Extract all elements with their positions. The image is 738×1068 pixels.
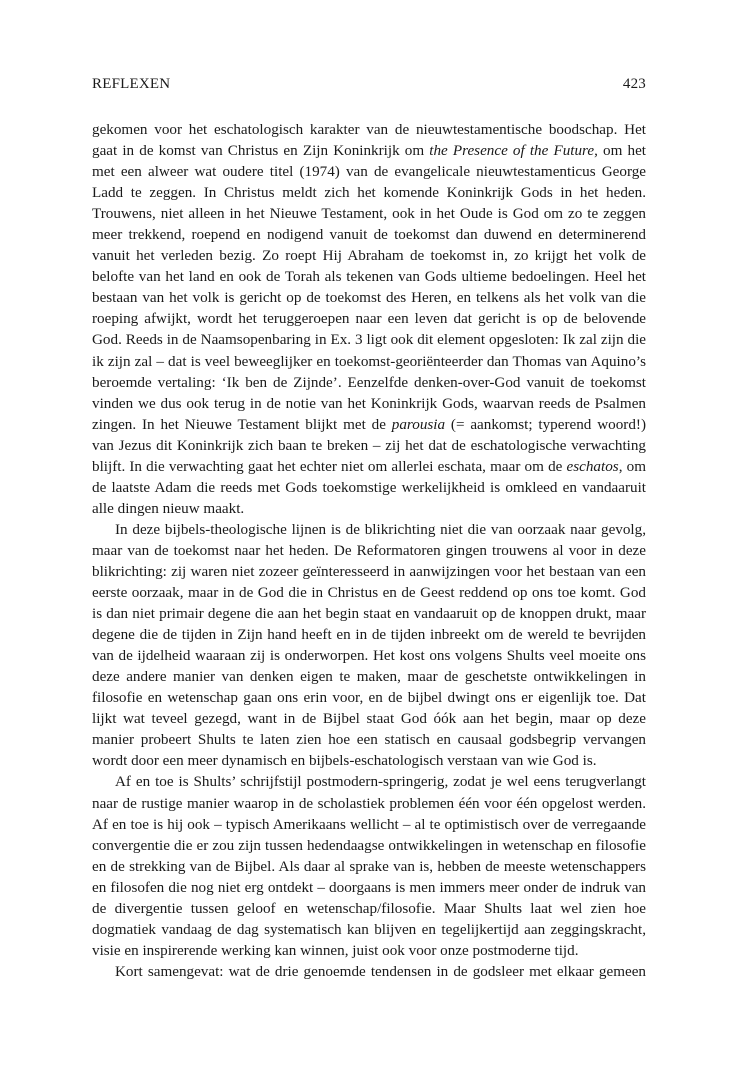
paragraph-3 — [92, 771, 646, 960]
italic-book-title: the Presence of the Future — [429, 142, 595, 160]
running-header — [92, 76, 646, 98]
body-text — [92, 119, 646, 982]
text-run: In deze bijbels-theologische lijnen is de blikrichting niet die van oorzaak naar gevolg, maar van de toekomst naar het heden. De Reformatoren gingen trouwens al voor in deze blikrichting: zij waren niet zozeer geïnteresseerd in aanwijzingen voor het bestaan van een eerste oorzaak, maar in de God die in Christus en de Geest reddend op ons toe komt. God is dan niet primair degene die aan het begin staat en vandaaruit op de knoppen drukt, maar degene die de tijden in Zijn hand heeft en in de tijden inbreekt om de wereld te bevrijden van de ijdelheid waaraan zij is onderworpen. Het kost ons volgens Shults veel moeite ons deze andere manier van denken eigen te maken, maar de geschetste ontwikkelingen in filosofie en wetenschap gaan ons erin voor, en de bijbel dwingt ons er eigenlijk toe. Dat lijkt wat teveel gezegd, want in de Bijbel staat God óók aan het begin, maar op deze manier probeert Shults te laten zien hoe een statisch en causaal godsbegrip vervangen wordt door een meer dynamisch en bijbels-eschatologisch verstaan van wie God is. — [92, 520, 646, 770]
text-run: (= aankomst; typerend woord!) van Jezus dit Koninkrijk zich baan te breken – zij het dat de eschatologische verwachting blijft. In die verwachting gaat het echter niet om allerlei eschata, maar om de — [92, 415, 646, 475]
paragraph-4 — [92, 961, 646, 982]
page-number: 423 — [622, 76, 646, 92]
italic-term-parousia: parousia — [391, 415, 446, 433]
running-title: REFLEXEN — [92, 76, 171, 92]
italic-term-eschatos: eschatos — [566, 457, 619, 475]
text-run: Af en toe is Shults’ schrijfstijl postmodern-springerig, zodat je wel eens terugverlangt naar de rustige manier waarop in de scholastiek problemen één voor één opgelost werden. Af en toe is hij ook – typisch Amerikaans wellicht – al te optimistisch over de verregaande convergentie die er zou zijn tussen hedendaagse ontwikkelingen in wetenschap en filosofie en de strekking van de Bijbel. Als daar al sprake van is, hebben de meeste wetenschappers en filosofen die nog niet erg ontdekt – doorgaans is men immers meer onder de indruk van de divergentie tussen geloof en wetenschap/filosofie. Maar Shults laat wel zien hoe dogmatiek vandaag de dag systematisch kan blijven en tegelijkertijd aan zeggingskracht, visie en inspirerende werking kan winnen, juist ook voor onze postmoderne tijd. — [92, 773, 646, 959]
text-run: Kort samengevat: wat de drie genoemde tendensen in de godsleer met elkaar gemeen — [115, 962, 646, 980]
text-run: , om de laatste Adam die reeds met Gods toekomstige werkelijkheid is omkleed en vandaaruit alle dingen nieuw maakt. — [92, 457, 646, 517]
paragraph-2 — [92, 519, 646, 772]
text-run: gekomen voor het eschatologisch karakter van de nieuwtestamentische boodschap. Het gaat in de komst van Christus en Zijn Koninkrijk om — [92, 121, 646, 160]
text-run: , om het met een alweer wat oudere titel (1974) van de evangelicale nieuwtestamenticus George Ladd te zeggen. In Christus meldt zich het komende Koninkrijk Gods in het heden. Trouwens, niet alleen in het Nieuwe Testament, ook in het Oude is God om zo te zeggen meer trekkend, roepend en nodigend vanuit de toekomst dan duwend en determinerend vanuit het verleden bezig. Zo roept Hij Abraham de toekomst in, zo krijgt het volk de belofte van het land en ook de Torah als tekenen van Gods ultieme bedoelingen. Heel het bestaan van het volk is gericht op de toekomst des Heren, en telkens als het volk van die roeping afwijkt, wordt het teruggeroepen naar een leven dat gericht is op de belovende God. Reeds in de Naamsopenbaring in Ex. 3 ligt ook dit element opgesloten: Ik zal zijn die ik zijn zal – dat is veel beweeglijker en toekomst-georiënteerder dan Thomas van Aquino’s beroemde vertaling: ‘Ik ben de Zijnde’. Eenzelfde denken-over-God vanuit de toekomst vinden we dus ook terug in de notie van het Koninkrijk Gods, waarvan reeds de Psalmen zingen. In het Nieuwe Testament blijkt met de — [92, 142, 646, 433]
paragraph-1 — [92, 119, 646, 519]
